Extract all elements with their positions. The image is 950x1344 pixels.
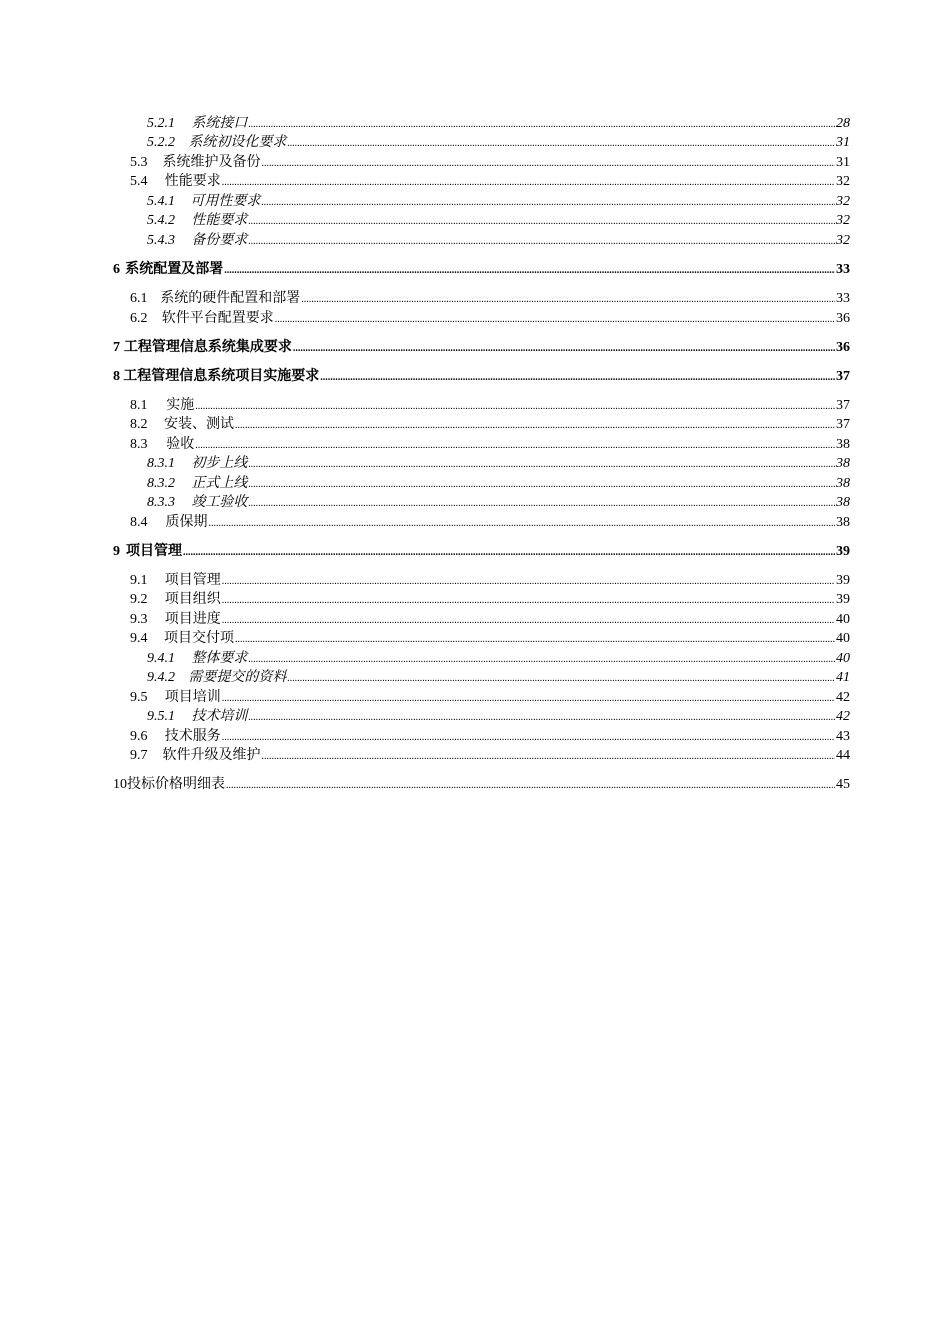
toc-entry-number: 6.1 bbox=[130, 291, 148, 306]
toc-leader-dots bbox=[248, 708, 835, 727]
toc-entry[interactable] bbox=[130, 610, 850, 630]
toc-entry-page-number: 33 bbox=[836, 291, 850, 306]
toc-entry-title: 项目进度 bbox=[164, 612, 221, 627]
toc-entry-number: 6 bbox=[113, 262, 120, 277]
toc-entry-number: 9.6 bbox=[130, 729, 148, 744]
toc-entry[interactable] bbox=[147, 668, 850, 688]
toc-leader-dots bbox=[248, 115, 835, 134]
toc-leader-dots bbox=[195, 397, 835, 416]
toc-leader-dots bbox=[248, 494, 835, 513]
toc-entry-page-number: 41 bbox=[836, 670, 850, 685]
toc-entry-number: 8.3.1 bbox=[147, 456, 175, 471]
toc-entry-title: 系统接口 bbox=[191, 116, 248, 131]
toc-entry-title: 整体要求 bbox=[191, 651, 248, 666]
toc-entry-title: 实施 bbox=[166, 398, 195, 413]
toc-entry-number: 8 bbox=[113, 369, 120, 384]
toc-leader-dots bbox=[248, 232, 835, 251]
toc-entry-title: 项目交付项 bbox=[164, 631, 234, 646]
toc-entry[interactable] bbox=[147, 133, 850, 153]
toc-leader-dots bbox=[261, 193, 835, 212]
toc-entry[interactable] bbox=[130, 396, 850, 416]
toc-entry-page-number: 31 bbox=[836, 155, 850, 170]
toc-entry[interactable] bbox=[130, 571, 850, 591]
toc-entry-title: 系统的硬件配置和部署 bbox=[160, 291, 301, 306]
toc-entry[interactable] bbox=[130, 415, 850, 435]
toc-entry-title: 项目组织 bbox=[164, 592, 221, 607]
toc-entry[interactable] bbox=[130, 153, 850, 173]
toc-entry-number: 9.5 bbox=[130, 690, 148, 705]
toc-entry-title: 需要提交的资料 bbox=[188, 670, 287, 685]
toc-entry[interactable] bbox=[130, 172, 850, 192]
toc-entry-page-number: 40 bbox=[836, 612, 850, 627]
toc-entry-title: 性能要求 bbox=[191, 213, 248, 228]
toc-leader-dots bbox=[235, 630, 835, 649]
toc-leader-dots bbox=[301, 290, 835, 309]
toc-entry-page-number: 40 bbox=[836, 631, 850, 646]
toc-leader-dots bbox=[248, 455, 835, 474]
toc-entry[interactable] bbox=[130, 289, 850, 309]
toc-entry-title: 安装、测试 bbox=[164, 417, 234, 432]
toc-entry[interactable] bbox=[130, 746, 850, 766]
toc-entry-number: 5.4.3 bbox=[147, 233, 175, 248]
toc-entry-title: 系统初设化要求 bbox=[188, 135, 287, 150]
toc-entry-page-number: 32 bbox=[836, 213, 850, 228]
toc-entry[interactable] bbox=[113, 338, 850, 358]
toc-leader-dots bbox=[293, 339, 835, 358]
toc-entry-page-number: 45 bbox=[836, 777, 850, 792]
toc-leader-dots bbox=[222, 173, 835, 192]
toc-entry[interactable] bbox=[147, 192, 850, 212]
toc-entry[interactable] bbox=[130, 513, 850, 533]
toc-entry-number: 6.2 bbox=[130, 311, 148, 326]
toc-entry-title: 验收 bbox=[166, 437, 195, 452]
toc-leader-dots bbox=[262, 747, 836, 766]
toc-entry-number: 9.7 bbox=[130, 748, 148, 763]
toc-entry[interactable] bbox=[147, 649, 850, 669]
toc-entry-page-number: 40 bbox=[836, 651, 850, 666]
toc-entry-page-number: 32 bbox=[836, 194, 850, 209]
toc-leader-dots bbox=[235, 416, 835, 435]
toc-entry-page-number: 28 bbox=[836, 116, 850, 131]
toc-entry-title: 系统维护及备份 bbox=[162, 155, 261, 170]
toc-entry[interactable] bbox=[147, 211, 850, 231]
toc-leader-dots bbox=[224, 261, 835, 280]
toc-leader-dots bbox=[222, 591, 835, 610]
toc-leader-dots bbox=[222, 689, 835, 708]
toc-entry-title: 工程管理信息系统集成要求 bbox=[123, 340, 292, 355]
toc-entry-number: 5.4.2 bbox=[147, 213, 175, 228]
toc-entry-number: 7 bbox=[113, 340, 120, 355]
toc-leader-dots bbox=[275, 310, 835, 329]
toc-entry-page-number: 31 bbox=[836, 135, 850, 150]
toc-entry[interactable] bbox=[130, 727, 850, 747]
toc-entry[interactable] bbox=[147, 454, 850, 474]
toc-entry-title: 软件升级及维护 bbox=[162, 748, 261, 763]
toc-entry-title: 技术培训 bbox=[191, 709, 248, 724]
toc-leader-dots bbox=[248, 475, 835, 494]
toc-entry[interactable] bbox=[130, 688, 850, 708]
toc-entry-number: 8.1 bbox=[130, 398, 148, 413]
toc-entry-title: 项目管理 bbox=[164, 573, 221, 588]
toc-leader-dots bbox=[248, 212, 835, 231]
toc-entry-page-number: 42 bbox=[836, 690, 850, 705]
toc-entry-page-number: 39 bbox=[836, 592, 850, 607]
toc-entry-title: 投标价格明细表 bbox=[127, 777, 225, 792]
toc-entry-number: 8.3.2 bbox=[147, 476, 175, 491]
toc-entry[interactable] bbox=[113, 775, 850, 795]
toc-entry-page-number: 38 bbox=[836, 495, 850, 510]
toc-entry-page-number: 32 bbox=[836, 233, 850, 248]
toc-entry-page-number: 38 bbox=[836, 437, 850, 452]
toc-entry-number: 5.2.2 bbox=[147, 135, 175, 150]
toc-entry-page-number: 38 bbox=[836, 476, 850, 491]
toc-entry-number: 9.5.1 bbox=[147, 709, 175, 724]
toc-leader-dots bbox=[287, 134, 835, 153]
toc-leader-dots bbox=[320, 368, 835, 387]
toc-leader-dots bbox=[183, 543, 835, 562]
toc-entry[interactable] bbox=[147, 231, 850, 251]
toc-leader-dots bbox=[287, 669, 835, 688]
toc-entry-number: 8.2 bbox=[130, 417, 148, 432]
toc-entry[interactable] bbox=[147, 474, 850, 494]
toc-entry-page-number: 44 bbox=[836, 748, 850, 763]
toc-entry-title: 备份要求 bbox=[191, 233, 248, 248]
toc-entry-page-number: 36 bbox=[836, 311, 850, 326]
toc-entry-title: 软件平台配置要求 bbox=[161, 311, 274, 326]
toc-entry-number: 9.2 bbox=[130, 592, 148, 607]
toc-leader-dots bbox=[262, 154, 836, 173]
toc-entry-page-number: 36 bbox=[836, 340, 850, 355]
toc-entry-page-number: 38 bbox=[836, 456, 850, 471]
toc-leader-dots bbox=[195, 436, 835, 455]
toc-entry-page-number: 32 bbox=[836, 174, 850, 189]
toc-entry-title: 工程管理信息系统项目实施要求 bbox=[123, 369, 320, 384]
toc-entry-number: 5.2.1 bbox=[147, 116, 175, 131]
toc-entry-page-number: 33 bbox=[836, 262, 850, 277]
toc-leader-dots bbox=[222, 572, 835, 591]
toc-leader-dots bbox=[209, 514, 836, 533]
toc-entry-number: 9.4.2 bbox=[147, 670, 175, 685]
toc-entry[interactable] bbox=[130, 435, 850, 455]
toc-entry-page-number: 37 bbox=[836, 369, 850, 384]
toc-entry-page-number: 39 bbox=[836, 573, 850, 588]
toc-entry[interactable] bbox=[130, 629, 850, 649]
toc-entry-title: 项目管理 bbox=[126, 544, 183, 559]
toc-entry[interactable] bbox=[113, 367, 850, 387]
toc-entry-number: 8.4 bbox=[130, 515, 148, 530]
toc-leader-dots bbox=[248, 650, 835, 669]
toc-entry-page-number: 37 bbox=[836, 398, 850, 413]
toc-entry-title: 质保期 bbox=[165, 515, 208, 530]
toc-entry-number: 9.3 bbox=[130, 612, 148, 627]
toc-entry[interactable] bbox=[130, 309, 850, 329]
toc-entry-number: 9.4.1 bbox=[147, 651, 175, 666]
toc-entry-title: 技术服务 bbox=[164, 729, 221, 744]
toc-entry-page-number: 39 bbox=[836, 544, 850, 559]
toc-entry-title: 项目培训 bbox=[164, 690, 221, 705]
toc-entry-page-number: 43 bbox=[836, 729, 850, 744]
toc-entry[interactable] bbox=[113, 260, 850, 280]
toc-entry-title: 性能要求 bbox=[164, 174, 221, 189]
toc-entry-number: 8.3 bbox=[130, 437, 148, 452]
toc-entry-number: 9 bbox=[113, 544, 120, 559]
toc-entry[interactable] bbox=[147, 114, 850, 134]
toc-entry[interactable] bbox=[130, 590, 850, 610]
toc-entry-title: 系统配置及部署 bbox=[125, 262, 224, 277]
toc-entry-number: 10 bbox=[113, 777, 127, 792]
toc-entry-title: 初步上线 bbox=[191, 456, 248, 471]
toc-leader-dots bbox=[226, 776, 835, 795]
toc-entry[interactable] bbox=[147, 493, 850, 513]
toc-entry-number: 5.4 bbox=[130, 174, 148, 189]
toc-entry-number: 9.1 bbox=[130, 573, 148, 588]
toc-entry-number: 8.3.3 bbox=[147, 495, 175, 510]
toc-entry[interactable] bbox=[113, 542, 850, 562]
toc-entry-number: 9.4 bbox=[130, 631, 148, 646]
toc-entry-title: 竣工验收 bbox=[191, 495, 248, 510]
toc-entry-number: 5.4.1 bbox=[147, 194, 175, 209]
toc-entry-page-number: 37 bbox=[836, 417, 850, 432]
toc-entry-page-number: 42 bbox=[836, 709, 850, 724]
toc-entry-page-number: 38 bbox=[836, 515, 850, 530]
toc-leader-dots bbox=[222, 728, 835, 747]
toc-entry-title: 可用性要求 bbox=[190, 194, 261, 209]
toc-leader-dots bbox=[222, 611, 835, 630]
toc-entry-title: 正式上线 bbox=[191, 476, 248, 491]
toc-entry-number: 5.3 bbox=[130, 155, 148, 170]
toc-entry[interactable] bbox=[147, 707, 850, 727]
